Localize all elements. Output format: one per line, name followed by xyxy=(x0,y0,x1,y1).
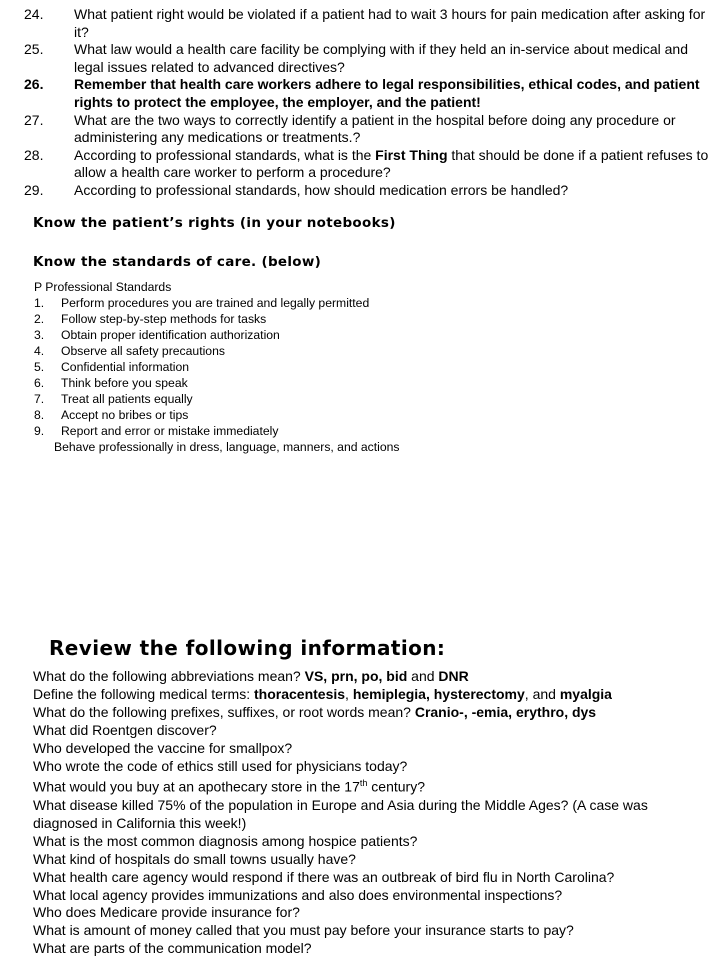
question-28 xyxy=(24,147,714,182)
item-text: Think before you speak xyxy=(61,376,188,390)
question-number: 26. xyxy=(24,76,44,93)
review-item: What disease killed 75% of the population in Europe and Asia during the Middle Ages? (A case was diagnosed in California this week!) xyxy=(33,797,648,831)
review-item: What local agency provides immunizations and also does environmental inspections? xyxy=(33,886,563,903)
superscript: th xyxy=(359,778,368,789)
item-number: 2. xyxy=(34,312,45,326)
item-text: Follow step-by-step methods for tasks xyxy=(61,312,267,326)
question-number: 29. xyxy=(24,181,44,198)
question-number: 27. xyxy=(24,111,44,128)
list-item-last: Behave professionally in dress, language, manners, and actions xyxy=(54,440,400,454)
item-text: Report and error or mistake immediately xyxy=(61,424,279,438)
review-item: What are parts of the communication model? xyxy=(33,940,312,957)
review-item: What is amount of money called that you must pay before your insurance starts to pay? xyxy=(33,922,574,939)
question-24 xyxy=(24,6,714,41)
question-number: 25. xyxy=(24,41,44,58)
item-text: Treat all patients equally xyxy=(61,392,193,406)
item-text: Observe all safety precautions xyxy=(61,344,225,358)
list-item xyxy=(34,327,400,343)
item-number: 3. xyxy=(34,328,45,342)
emphasis-text: thoracentesis xyxy=(254,685,346,702)
review-item: What health care agency would respond if there was an outbreak of bird flu in North Carolina? xyxy=(33,868,615,885)
question-text: What patient right would be violated if a patient had to wait 3 hours for pain medication after asking for it? xyxy=(74,6,706,40)
review-item: Who developed the vaccine for smallpox? xyxy=(33,739,293,756)
emphasis-text: Cranio-, -emia, erythro, dys xyxy=(414,703,597,720)
item-text: Obtain proper identification authorization xyxy=(61,328,280,342)
emphasis-text: hemiplegia, xyxy=(352,685,430,702)
list-item xyxy=(34,295,400,311)
emphasis-text: hysterectomy xyxy=(433,685,525,702)
question-text: Remember that health care workers adhere to legal responsibilities, ethical codes, and patient rights to protect the employee, the employer, and the patient! xyxy=(74,76,700,110)
review-list xyxy=(33,668,708,958)
review-item: Who does Medicare provide insurance for? xyxy=(33,904,300,921)
list-item xyxy=(34,343,400,359)
item-text: Perform procedures you are trained and legally permitted xyxy=(61,296,370,310)
list-item xyxy=(34,375,400,391)
text-segment: century? xyxy=(367,779,425,796)
question-29 xyxy=(24,182,714,200)
item-text: Confidential information xyxy=(61,360,190,374)
heading-standards-of-care: Know the standards of care. (below) xyxy=(33,254,322,270)
list-item xyxy=(34,407,400,423)
emphasis-text: DNR xyxy=(438,668,469,684)
question-number: 28. xyxy=(24,146,44,163)
review-item xyxy=(33,686,708,704)
question-text: What law would a health care facility be complying with if they held an in-service about medical and legal issues related to advanced directives? xyxy=(74,41,688,75)
text-segment: and xyxy=(407,668,439,684)
list-item xyxy=(34,359,400,375)
question-text: What are the two ways to correctly identify a patient in the hospital before doing any procedure or administering any medications or treatments.? xyxy=(74,111,676,146)
question-26 xyxy=(24,76,714,111)
item-number: 9. xyxy=(34,424,45,438)
emphasis-text: myalgia xyxy=(559,685,612,702)
review-item: What did Roentgen discover? xyxy=(33,721,217,738)
question-text xyxy=(74,147,714,182)
review-item xyxy=(33,668,708,686)
text-segment: that should be done if a patient refuses to allow a health care worker to perform a procedure? xyxy=(74,146,709,181)
item-number: 1. xyxy=(34,296,45,310)
review-item xyxy=(33,775,708,797)
professional-standards-title: P Professional Standards xyxy=(34,280,172,294)
question-text: According to professional standards, how should medication errors be handled? xyxy=(74,181,569,198)
item-number: 4. xyxy=(34,344,45,358)
list-item xyxy=(34,423,400,439)
review-title: Review the following information: xyxy=(49,636,446,660)
question-25 xyxy=(24,41,714,76)
professional-standards xyxy=(34,279,400,455)
list-item xyxy=(34,391,400,407)
question-27 xyxy=(24,112,714,147)
review-item xyxy=(33,704,708,722)
review-item: What kind of hospitals do small towns usually have? xyxy=(33,850,356,867)
item-number: 8. xyxy=(34,408,45,422)
heading-patient-rights: Know the patient’s rights (in your notebooks) xyxy=(33,215,396,231)
item-text: Accept no bribes or tips xyxy=(61,408,189,422)
text-segment: What do the following abbreviations mean? xyxy=(33,668,305,684)
text-segment: , and xyxy=(524,685,560,702)
review-item: Who wrote the code of ethics still used for physicians today? xyxy=(33,757,408,774)
text-segment: According to professional standards, what is the xyxy=(74,146,376,163)
text-segment: , xyxy=(345,685,353,702)
list-item xyxy=(34,311,400,327)
emphasis-text: First Thing xyxy=(375,146,448,163)
question-number: 24. xyxy=(24,6,44,22)
item-number: 5. xyxy=(34,360,45,374)
emphasis-text: VS, prn, po, bid xyxy=(304,668,408,684)
text-segment: What do the following prefixes, suffixes, or root words mean? xyxy=(33,703,415,720)
item-number: 7. xyxy=(34,392,45,406)
review-item: What is the most common diagnosis among hospice patients? xyxy=(33,832,418,849)
text-segment: What would you buy at an apothecary store in the 17 xyxy=(33,779,360,796)
item-number: 6. xyxy=(34,376,45,390)
text-segment: Define the following medical terms: xyxy=(33,685,254,702)
question-list xyxy=(24,6,714,200)
